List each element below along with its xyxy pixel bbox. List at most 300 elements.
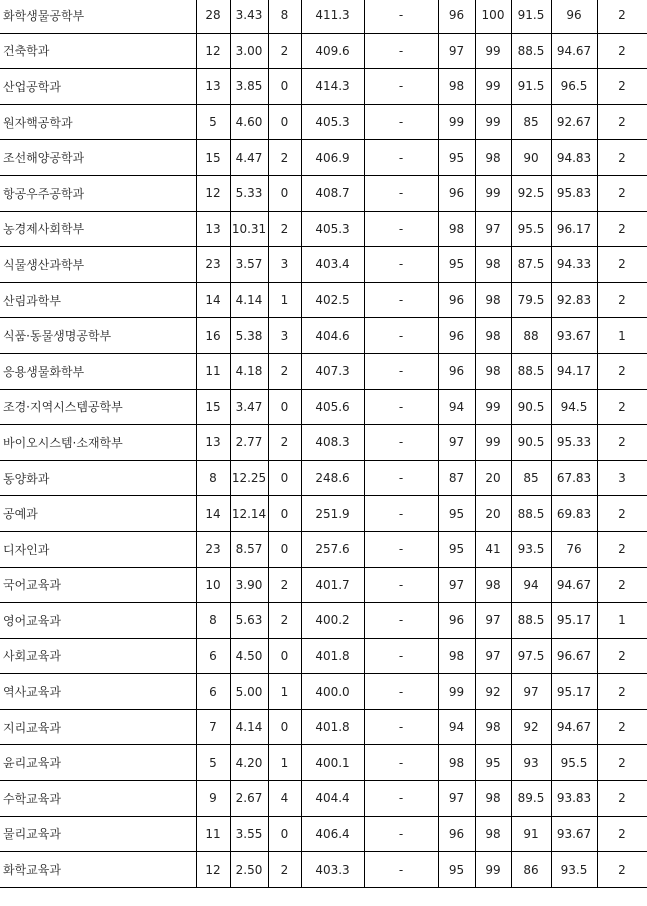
competition-rate-cell: 10.31 (230, 211, 268, 247)
mean-score-cell: 96.17 (551, 211, 597, 247)
english-score-cell: 91.5 (511, 69, 551, 105)
competition-rate-cell: 2.77 (230, 425, 268, 461)
additional-admits-cell: 2 (268, 425, 301, 461)
korean-score-cell: 96 (438, 318, 475, 354)
quota-cell: 15 (196, 389, 230, 425)
department-cell: 화학교육과 (0, 852, 196, 888)
note-cell: - (364, 745, 438, 781)
korean-score-cell: 95 (438, 852, 475, 888)
competition-rate-cell: 4.60 (230, 104, 268, 140)
table-row (0, 33, 647, 69)
average-score-cell: 404.6 (301, 318, 364, 354)
korean-score-cell: 98 (438, 638, 475, 674)
english-score-cell: 94 (511, 567, 551, 603)
competition-rate-cell: 4.47 (230, 140, 268, 176)
mean-score-cell: 96.5 (551, 69, 597, 105)
additional-admits-cell: 2 (268, 33, 301, 69)
quota-cell: 23 (196, 531, 230, 567)
average-score-cell: 248.6 (301, 460, 364, 496)
average-score-cell: 400.2 (301, 603, 364, 639)
english-score-cell: 89.5 (511, 781, 551, 817)
additional-admits-cell: 2 (268, 603, 301, 639)
english-score-cell: 87.5 (511, 247, 551, 283)
note-cell: - (364, 531, 438, 567)
note-cell: - (364, 211, 438, 247)
mean-score-cell: 94.83 (551, 140, 597, 176)
quota-cell: 16 (196, 318, 230, 354)
competition-rate-cell: 4.20 (230, 745, 268, 781)
department-cell: 화학생물공학부 (0, 0, 196, 33)
math-score-cell: 99 (475, 104, 511, 140)
note-cell: - (364, 460, 438, 496)
department-cell: 응용생물화학부 (0, 353, 196, 389)
department-cell: 원자핵공학과 (0, 104, 196, 140)
competition-rate-cell: 2.67 (230, 781, 268, 817)
korean-score-cell: 95 (438, 247, 475, 283)
note-cell: - (364, 709, 438, 745)
competition-rate-cell: 5.00 (230, 674, 268, 710)
mean-score-cell: 92.83 (551, 282, 597, 318)
quota-cell: 14 (196, 496, 230, 532)
korean-score-cell: 94 (438, 709, 475, 745)
english-score-cell: 90.5 (511, 425, 551, 461)
quota-cell: 28 (196, 0, 230, 33)
additional-admits-cell: 0 (268, 709, 301, 745)
math-score-cell: 98 (475, 709, 511, 745)
korean-score-cell: 95 (438, 531, 475, 567)
note-cell: - (364, 852, 438, 888)
table-row (0, 603, 647, 639)
additional-admits-cell: 8 (268, 0, 301, 33)
average-score-cell: 406.4 (301, 816, 364, 852)
competition-rate-cell: 5.33 (230, 175, 268, 211)
history-grade-cell: 2 (597, 69, 647, 105)
additional-admits-cell: 1 (268, 282, 301, 318)
history-grade-cell: 2 (597, 425, 647, 461)
quota-cell: 12 (196, 33, 230, 69)
additional-admits-cell: 0 (268, 104, 301, 140)
korean-score-cell: 95 (438, 496, 475, 532)
department-cell: 식물생산과학부 (0, 247, 196, 283)
quota-cell: 12 (196, 175, 230, 211)
english-score-cell: 88.5 (511, 603, 551, 639)
note-cell: - (364, 318, 438, 354)
history-grade-cell: 2 (597, 175, 647, 211)
competition-rate-cell: 3.85 (230, 69, 268, 105)
note-cell: - (364, 247, 438, 283)
table-row (0, 709, 647, 745)
english-score-cell: 97 (511, 674, 551, 710)
mean-score-cell: 96 (551, 0, 597, 33)
average-score-cell: 405.3 (301, 211, 364, 247)
table-row (0, 318, 647, 354)
math-score-cell: 99 (475, 69, 511, 105)
math-score-cell: 41 (475, 531, 511, 567)
mean-score-cell: 93.67 (551, 816, 597, 852)
korean-score-cell: 87 (438, 460, 475, 496)
math-score-cell: 98 (475, 816, 511, 852)
mean-score-cell: 95.17 (551, 674, 597, 710)
average-score-cell: 406.9 (301, 140, 364, 176)
mean-score-cell: 95.83 (551, 175, 597, 211)
history-grade-cell: 3 (597, 460, 647, 496)
department-cell: 물리교육과 (0, 816, 196, 852)
average-score-cell: 409.6 (301, 33, 364, 69)
mean-score-cell: 76 (551, 531, 597, 567)
korean-score-cell: 96 (438, 0, 475, 33)
additional-admits-cell: 2 (268, 353, 301, 389)
korean-score-cell: 99 (438, 674, 475, 710)
note-cell: - (364, 603, 438, 639)
additional-admits-cell: 0 (268, 460, 301, 496)
note-cell: - (364, 69, 438, 105)
department-cell: 윤리교육과 (0, 745, 196, 781)
competition-rate-cell: 3.57 (230, 247, 268, 283)
average-score-cell: 405.6 (301, 389, 364, 425)
history-grade-cell: 2 (597, 674, 647, 710)
department-cell: 농경제사회학부 (0, 211, 196, 247)
history-grade-cell: 2 (597, 852, 647, 888)
note-cell: - (364, 781, 438, 817)
english-score-cell: 91 (511, 816, 551, 852)
note-cell: - (364, 140, 438, 176)
competition-rate-cell: 3.47 (230, 389, 268, 425)
history-grade-cell: 2 (597, 104, 647, 140)
english-score-cell: 92.5 (511, 175, 551, 211)
department-cell: 건축학과 (0, 33, 196, 69)
history-grade-cell: 2 (597, 0, 647, 33)
quota-cell: 14 (196, 282, 230, 318)
korean-score-cell: 96 (438, 353, 475, 389)
english-score-cell: 85 (511, 460, 551, 496)
quota-cell: 13 (196, 69, 230, 105)
korean-score-cell: 94 (438, 389, 475, 425)
history-grade-cell: 1 (597, 318, 647, 354)
competition-rate-cell: 4.18 (230, 353, 268, 389)
english-score-cell: 90 (511, 140, 551, 176)
math-score-cell: 99 (475, 852, 511, 888)
note-cell: - (364, 567, 438, 603)
department-cell: 공예과 (0, 496, 196, 532)
math-score-cell: 20 (475, 460, 511, 496)
department-cell: 국어교육과 (0, 567, 196, 603)
mean-score-cell: 69.83 (551, 496, 597, 532)
korean-score-cell: 98 (438, 745, 475, 781)
average-score-cell: 402.5 (301, 282, 364, 318)
additional-admits-cell: 0 (268, 69, 301, 105)
average-score-cell: 401.8 (301, 709, 364, 745)
average-score-cell: 401.7 (301, 567, 364, 603)
additional-admits-cell: 2 (268, 852, 301, 888)
quota-cell: 10 (196, 567, 230, 603)
average-score-cell: 407.3 (301, 353, 364, 389)
mean-score-cell: 94.67 (551, 33, 597, 69)
quota-cell: 6 (196, 674, 230, 710)
additional-admits-cell: 0 (268, 531, 301, 567)
mean-score-cell: 95.17 (551, 603, 597, 639)
additional-admits-cell: 1 (268, 674, 301, 710)
quota-cell: 5 (196, 745, 230, 781)
english-score-cell: 79.5 (511, 282, 551, 318)
korean-score-cell: 96 (438, 816, 475, 852)
additional-admits-cell: 0 (268, 175, 301, 211)
additional-admits-cell: 3 (268, 318, 301, 354)
average-score-cell: 408.7 (301, 175, 364, 211)
table-row (0, 247, 647, 283)
mean-score-cell: 93.5 (551, 852, 597, 888)
table-row (0, 638, 647, 674)
quota-cell: 13 (196, 425, 230, 461)
math-score-cell: 99 (475, 425, 511, 461)
history-grade-cell: 2 (597, 140, 647, 176)
average-score-cell: 405.3 (301, 104, 364, 140)
table-row (0, 531, 647, 567)
table-row (0, 816, 647, 852)
quota-cell: 5 (196, 104, 230, 140)
department-cell: 역사교육과 (0, 674, 196, 710)
math-score-cell: 99 (475, 175, 511, 211)
note-cell: - (364, 33, 438, 69)
table-row (0, 745, 647, 781)
table-row (0, 69, 647, 105)
additional-admits-cell: 0 (268, 638, 301, 674)
competition-rate-cell: 12.14 (230, 496, 268, 532)
average-score-cell: 400.1 (301, 745, 364, 781)
math-score-cell: 97 (475, 211, 511, 247)
english-score-cell: 95.5 (511, 211, 551, 247)
note-cell: - (364, 674, 438, 710)
table-row (0, 389, 647, 425)
mean-score-cell: 94.33 (551, 247, 597, 283)
average-score-cell: 257.6 (301, 531, 364, 567)
note-cell: - (364, 816, 438, 852)
competition-rate-cell: 3.43 (230, 0, 268, 33)
department-cell: 지리교육과 (0, 709, 196, 745)
competition-rate-cell: 4.50 (230, 638, 268, 674)
korean-score-cell: 96 (438, 175, 475, 211)
mean-score-cell: 93.67 (551, 318, 597, 354)
mean-score-cell: 94.17 (551, 353, 597, 389)
math-score-cell: 95 (475, 745, 511, 781)
competition-rate-cell: 4.14 (230, 709, 268, 745)
department-cell: 산업공학과 (0, 69, 196, 105)
korean-score-cell: 95 (438, 140, 475, 176)
quota-cell: 23 (196, 247, 230, 283)
department-cell: 산림과학부 (0, 282, 196, 318)
department-cell: 동양화과 (0, 460, 196, 496)
math-score-cell: 98 (475, 247, 511, 283)
quota-cell: 11 (196, 353, 230, 389)
korean-score-cell: 96 (438, 603, 475, 639)
average-score-cell: 411.3 (301, 0, 364, 33)
english-score-cell: 91.5 (511, 0, 551, 33)
mean-score-cell: 95.33 (551, 425, 597, 461)
english-score-cell: 88.5 (511, 496, 551, 532)
average-score-cell: 403.3 (301, 852, 364, 888)
additional-admits-cell: 2 (268, 140, 301, 176)
quota-cell: 13 (196, 211, 230, 247)
competition-rate-cell: 8.57 (230, 531, 268, 567)
korean-score-cell: 97 (438, 567, 475, 603)
mean-score-cell: 94.67 (551, 567, 597, 603)
average-score-cell: 414.3 (301, 69, 364, 105)
history-grade-cell: 2 (597, 709, 647, 745)
average-score-cell: 404.4 (301, 781, 364, 817)
note-cell: - (364, 0, 438, 33)
quota-cell: 11 (196, 816, 230, 852)
history-grade-cell: 2 (597, 211, 647, 247)
table-row (0, 104, 647, 140)
competition-rate-cell: 3.00 (230, 33, 268, 69)
table-row (0, 496, 647, 532)
competition-rate-cell: 3.55 (230, 816, 268, 852)
additional-admits-cell: 4 (268, 781, 301, 817)
additional-admits-cell: 1 (268, 745, 301, 781)
table-row (0, 175, 647, 211)
competition-rate-cell: 5.63 (230, 603, 268, 639)
english-score-cell: 86 (511, 852, 551, 888)
table-row (0, 353, 647, 389)
department-cell: 조경·지역시스템공학부 (0, 389, 196, 425)
table-row (0, 425, 647, 461)
quota-cell: 6 (196, 638, 230, 674)
history-grade-cell: 2 (597, 781, 647, 817)
average-score-cell: 251.9 (301, 496, 364, 532)
additional-admits-cell: 0 (268, 816, 301, 852)
history-grade-cell: 2 (597, 496, 647, 532)
quota-cell: 8 (196, 603, 230, 639)
average-score-cell: 403.4 (301, 247, 364, 283)
table-row (0, 852, 647, 888)
math-score-cell: 100 (475, 0, 511, 33)
history-grade-cell: 2 (597, 816, 647, 852)
math-score-cell: 98 (475, 781, 511, 817)
math-score-cell: 98 (475, 353, 511, 389)
english-score-cell: 88 (511, 318, 551, 354)
math-score-cell: 99 (475, 389, 511, 425)
english-score-cell: 85 (511, 104, 551, 140)
department-cell: 조선해양공학과 (0, 140, 196, 176)
english-score-cell: 88.5 (511, 33, 551, 69)
note-cell: - (364, 496, 438, 532)
english-score-cell: 93.5 (511, 531, 551, 567)
history-grade-cell: 2 (597, 638, 647, 674)
math-score-cell: 97 (475, 638, 511, 674)
note-cell: - (364, 638, 438, 674)
average-score-cell: 401.8 (301, 638, 364, 674)
english-score-cell: 93 (511, 745, 551, 781)
department-cell: 식품·동물생명공학부 (0, 318, 196, 354)
additional-admits-cell: 2 (268, 211, 301, 247)
korean-score-cell: 97 (438, 781, 475, 817)
mean-score-cell: 94.5 (551, 389, 597, 425)
department-cell: 디자인과 (0, 531, 196, 567)
history-grade-cell: 1 (597, 603, 647, 639)
quota-cell: 9 (196, 781, 230, 817)
history-grade-cell: 2 (597, 353, 647, 389)
math-score-cell: 98 (475, 318, 511, 354)
korean-score-cell: 98 (438, 211, 475, 247)
english-score-cell: 88.5 (511, 353, 551, 389)
average-score-cell: 408.3 (301, 425, 364, 461)
table-row (0, 0, 647, 33)
table-row (0, 781, 647, 817)
mean-score-cell: 92.67 (551, 104, 597, 140)
table-row (0, 282, 647, 318)
korean-score-cell: 96 (438, 282, 475, 318)
math-score-cell: 20 (475, 496, 511, 532)
quota-cell: 12 (196, 852, 230, 888)
korean-score-cell: 97 (438, 33, 475, 69)
competition-rate-cell: 4.14 (230, 282, 268, 318)
math-score-cell: 98 (475, 567, 511, 603)
math-score-cell: 98 (475, 282, 511, 318)
additional-admits-cell: 0 (268, 389, 301, 425)
quota-cell: 7 (196, 709, 230, 745)
korean-score-cell: 98 (438, 69, 475, 105)
note-cell: - (364, 425, 438, 461)
mean-score-cell: 96.67 (551, 638, 597, 674)
quota-cell: 8 (196, 460, 230, 496)
math-score-cell: 92 (475, 674, 511, 710)
table-row (0, 211, 647, 247)
korean-score-cell: 99 (438, 104, 475, 140)
department-cell: 영어교육과 (0, 603, 196, 639)
note-cell: - (364, 104, 438, 140)
korean-score-cell: 97 (438, 425, 475, 461)
table-row (0, 460, 647, 496)
quota-cell: 15 (196, 140, 230, 176)
note-cell: - (364, 175, 438, 211)
english-score-cell: 92 (511, 709, 551, 745)
department-cell: 바이오시스템·소재학부 (0, 425, 196, 461)
history-grade-cell: 2 (597, 389, 647, 425)
table-row (0, 674, 647, 710)
history-grade-cell: 2 (597, 33, 647, 69)
additional-admits-cell: 3 (268, 247, 301, 283)
competition-rate-cell: 5.38 (230, 318, 268, 354)
competition-rate-cell: 2.50 (230, 852, 268, 888)
history-grade-cell: 2 (597, 531, 647, 567)
mean-score-cell: 67.83 (551, 460, 597, 496)
mean-score-cell: 93.83 (551, 781, 597, 817)
math-score-cell: 99 (475, 33, 511, 69)
english-score-cell: 97.5 (511, 638, 551, 674)
mean-score-cell: 95.5 (551, 745, 597, 781)
additional-admits-cell: 0 (268, 496, 301, 532)
history-grade-cell: 2 (597, 247, 647, 283)
math-score-cell: 98 (475, 140, 511, 176)
competition-rate-cell: 3.90 (230, 567, 268, 603)
competition-rate-cell: 12.25 (230, 460, 268, 496)
history-grade-cell: 2 (597, 567, 647, 603)
english-score-cell: 90.5 (511, 389, 551, 425)
mean-score-cell: 94.67 (551, 709, 597, 745)
department-cell: 사회교육과 (0, 638, 196, 674)
history-grade-cell: 2 (597, 745, 647, 781)
math-score-cell: 97 (475, 603, 511, 639)
table-row (0, 140, 647, 176)
note-cell: - (364, 389, 438, 425)
additional-admits-cell: 2 (268, 567, 301, 603)
history-grade-cell: 2 (597, 282, 647, 318)
table-row (0, 567, 647, 603)
note-cell: - (364, 282, 438, 318)
average-score-cell: 400.0 (301, 674, 364, 710)
department-cell: 수학교육과 (0, 781, 196, 817)
note-cell: - (364, 353, 438, 389)
department-cell: 항공우주공학과 (0, 175, 196, 211)
